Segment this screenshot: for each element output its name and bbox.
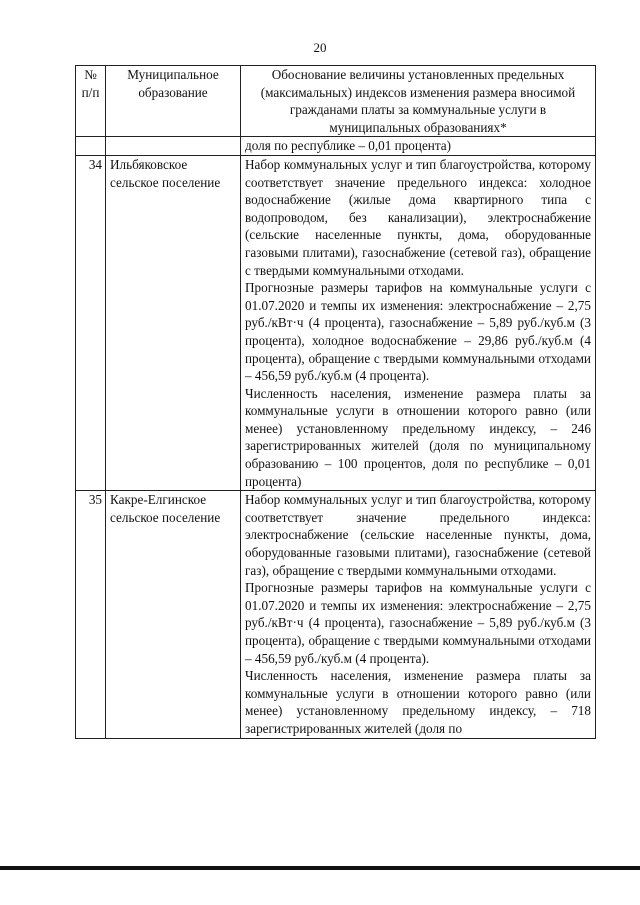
- row-justification: [241, 491, 596, 738]
- header-municipality: Муниципальное образование: [106, 66, 241, 137]
- continuation-mun-cell: [106, 137, 241, 156]
- table-row: [76, 155, 596, 490]
- paragraph-population: Численность населения, изменение размера платы за коммунальные услуги в отношении которого равно (или менее) установленному предельному индексу, – 246 зарегистрированных жителей (доля по муниципальному образованию – 100 процентов, доля по республике – 0,01 процента): [245, 385, 591, 489]
- continuation-text: доля по республике – 0,01 процента): [241, 137, 596, 156]
- row-justification: [241, 155, 596, 490]
- continuation-row: [76, 137, 596, 156]
- row-municipality: Ильбяковское сельское поселение: [106, 155, 241, 490]
- table-header-row: [76, 66, 596, 137]
- page-number: 20: [313, 40, 327, 55]
- header-number: № п/п: [76, 66, 106, 137]
- header-justification: Обоснование величины установленных предельных (максимальных) индексов изменения размера вносимой гражданами платы за коммунальные услуги в муниципальных образованиях*: [241, 66, 596, 137]
- paragraph-population: Численность населения, изменение размера платы за коммунальные услуги в отношении которого равно (или менее) установленному предельному индексу, – 718 зарегистрированных жителей (доля по: [245, 668, 591, 736]
- row-number: 35: [76, 491, 106, 738]
- paragraph-utility-set: Набор коммунальных услуг и тип благоустройства, которому соответствует значение предельного индекса: холодное водоснабжение (жилые дома квартирного типа с водопроводом, без канализации), электроснабжение (сельские населенные пункты, дома, оборудованные газовыми плитами), газоснабжение (сетевой газ), обращение с твердыми коммунальными отходами.: [245, 156, 591, 278]
- continuation-num-cell: [76, 137, 106, 156]
- paragraph-utility-set: Набор коммунальных услуг и тип благоустройства, которому соответствует значение предельного индекса: электроснабжение (сельские населенные пункты, дома, оборудованные газовыми плитами), газоснабжение (сетевой газ), обращение с твердыми коммунальными отходами.: [245, 492, 591, 578]
- indices-table: [75, 65, 596, 739]
- row-municipality: Какре-Елгинское сельское поселение: [106, 491, 241, 738]
- bottom-divider: [0, 866, 640, 870]
- table-row: [76, 491, 596, 738]
- row-number: 34: [76, 155, 106, 490]
- paragraph-tariffs: Прогнозные размеры тарифов на коммунальные услуги с 01.07.2020 и темпы их изменения: электроснабжение – 2,75 руб./кВт·ч (4 процента), газоснабжение – 5,89 руб./куб.м (3 процента), обращение с твердыми коммунальными отходами – 456,59 руб./куб.м (4 процента).: [245, 580, 591, 666]
- paragraph-tariffs: Прогнозные размеры тарифов на коммунальные услуги с 01.07.2020 и темпы их изменения: электроснабжение – 2,75 руб./кВт·ч (4 процента), газоснабжение – 5,89 руб./куб.м (3 процента), холодное водоснабжение – 29,86 руб./куб.м (4 процента), обращение с твердыми коммунальными отходами – 456,59 руб./куб.м (4 процента).: [245, 280, 591, 384]
